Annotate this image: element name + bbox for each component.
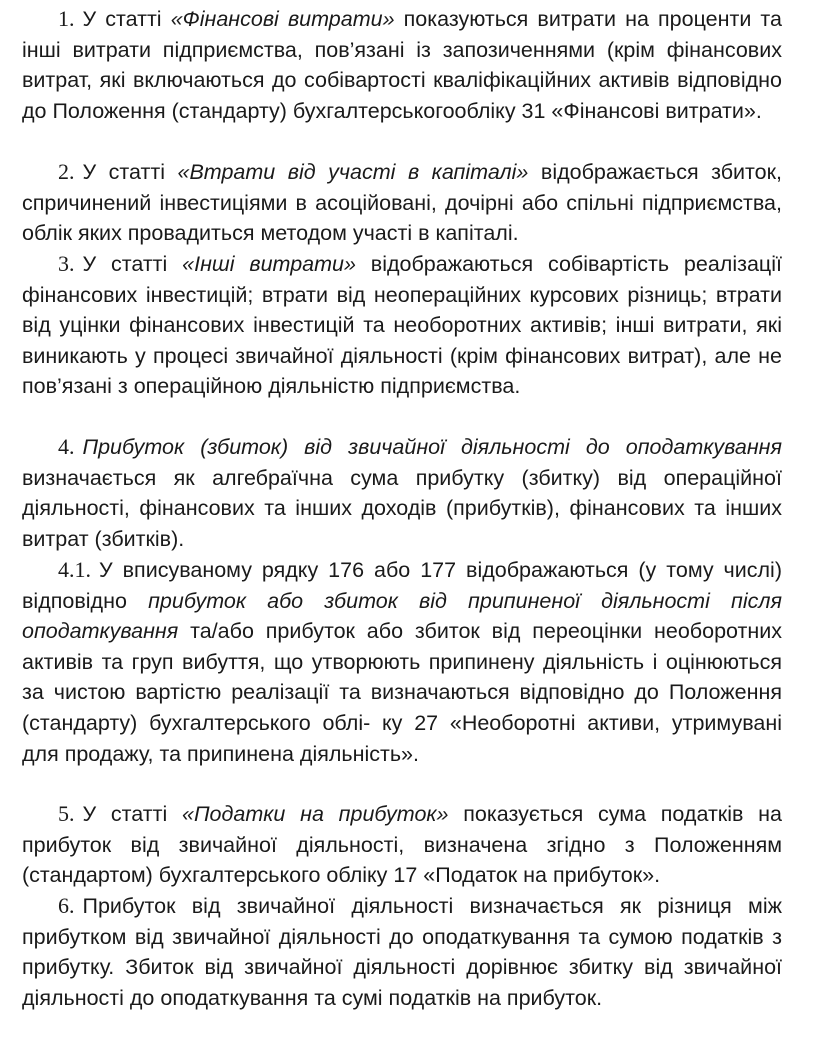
paragraph-emphasis: «Інші витрати» — [182, 252, 356, 276]
paragraph-emphasis: «Втрати від участі в капіталі» — [177, 160, 529, 184]
paragraph-lead: У статті — [82, 802, 182, 826]
paragraph-lead: Прибуток від звичайної діяльності визначається як різниця між прибутком від звичайної діяльності до оподаткування та сумою податків з прибутку. Збиток від звичайної діяльності дорівнює збитку від звичайної діяльності до оподаткування та сумі податків на прибуток. — [22, 894, 782, 1010]
paragraph-lead: У статті — [82, 160, 178, 184]
paragraph-2 — [22, 157, 782, 249]
paragraph-3 — [22, 249, 782, 402]
paragraph-emphasis: Прибуток (збиток) від звичайної діяльності до оподаткування — [82, 435, 782, 459]
paragraph-emphasis: прибуток або збиток від припиненої діяльності після оподаткування — [22, 588, 782, 644]
paragraph-5 — [22, 799, 782, 891]
paragraph-number: 4. — [58, 434, 75, 459]
paragraph-6 — [22, 891, 782, 1013]
paragraph-number: 2. — [58, 159, 75, 184]
paragraph-number: 3. — [58, 251, 75, 276]
paragraph-text: відображається збиток, спричинений інвестиціями в асоційовані, дочірні або спільні підприємства, облік яких провадиться методом участі в капіталі. — [22, 160, 782, 246]
paragraph-number: 5. — [58, 801, 75, 826]
paragraph-number: 6. — [58, 893, 75, 918]
paragraph-1 — [22, 4, 782, 126]
paragraph-text: визначається як алгебраїчна сума прибутку (збитку) від операційної діяльності, фінансових та інших доходів (прибутків), фінансових та інших витрат (збитків). — [22, 465, 782, 551]
paragraph-number: 4.1. — [58, 557, 91, 582]
paragraph-4 — [22, 432, 782, 554]
paragraph-text: та/або прибуток або збиток від переоцінки необоротних активів та груп вибуття, що утворюють припинену діяльність і оцінюються за чистою вартістю реалізації та визначаються відповідно до Положення (стандарту) бухгалтерського облі- ку 27 «Необоротні активи, утримувані для продажу, та припинена діяльність». — [22, 619, 782, 766]
paragraph-text: відображаються собівартість реалізації фінансових інвестицій; втрати від неопераційних курсових різниць; втрати від уцінки фінансових інвестицій та необоротних активів; інші витрати, які виникають у процесі звичайної діяльності (крім фінансових витрат), але не пов’язані з операційною діяльністю підприємства. — [22, 252, 782, 399]
paragraph-number: 1. — [58, 6, 75, 31]
paragraph-lead: У статті — [82, 252, 183, 276]
paragraph-emphasis: «Фінансові витрати» — [170, 7, 395, 31]
paragraph-text: показується сума податків на прибуток від звичайної діяльності, визначена згідно з Положенням (стандартом) бухгалтерського обліку 17 «Податок на прибуток». — [22, 802, 782, 888]
paragraph-text: показуються витрати на проценти та інші витрати підприємства, пов’язані із запозиченнями (крім фінансових витрат, які включаються до собівартості кваліфікаційних активів відповідно до Положення (стандарту) бухгалтерськогообліку 31 «Фінансові витрати». — [22, 7, 782, 123]
paragraph-lead: У вписуваному рядку 176 або 177 відображаються (у тому числі) відповідно — [22, 558, 782, 613]
paragraph-emphasis: «Податки на прибуток» — [182, 802, 449, 826]
paragraph-4-1 — [22, 555, 782, 769]
paragraph-lead: У статті — [82, 7, 171, 31]
